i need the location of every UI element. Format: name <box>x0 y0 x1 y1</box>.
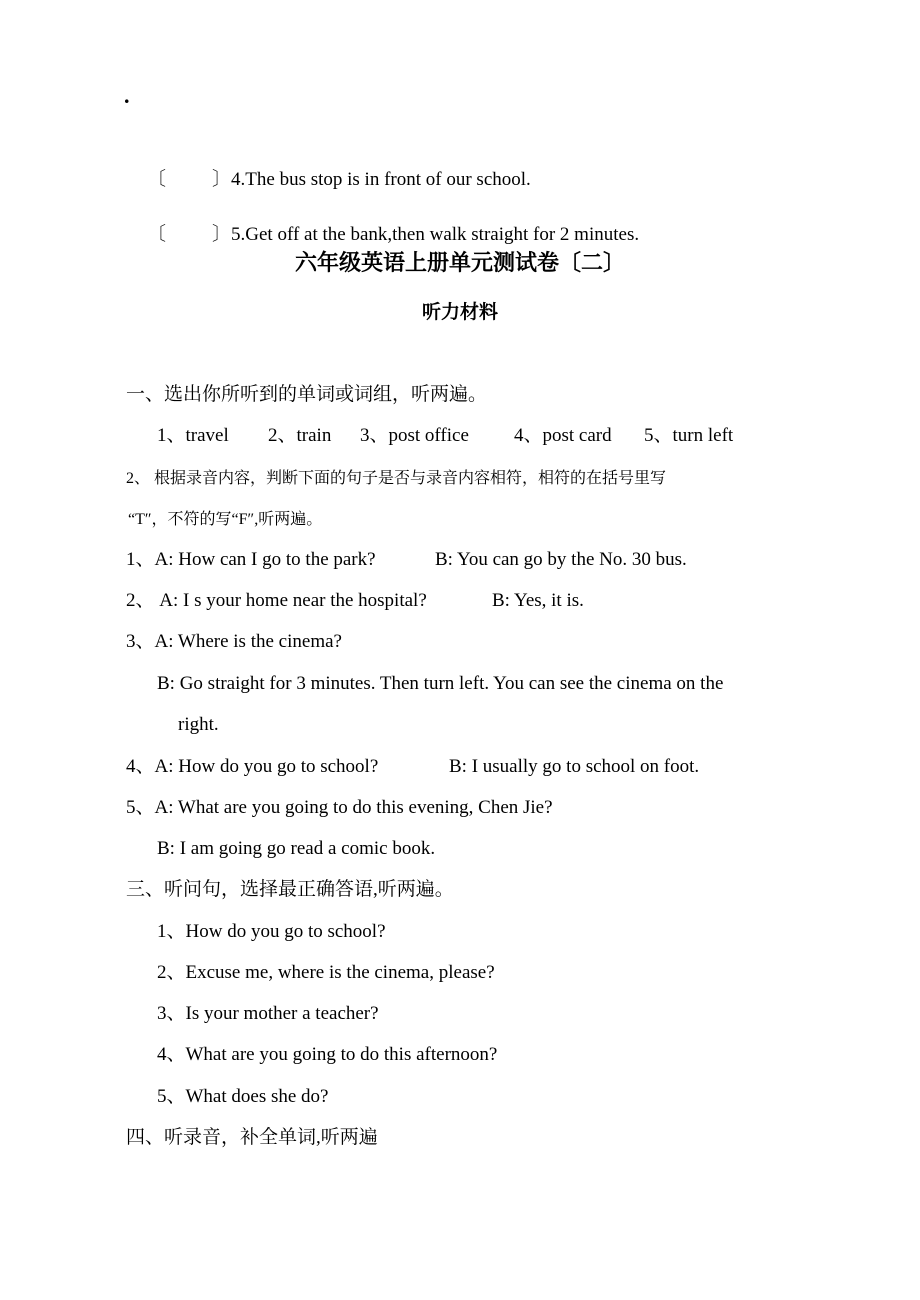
section3-heading: 三、听问句，选择最正确答语,听两遍。 <box>126 879 454 900</box>
section1-heading: 一、选出你所听到的单词或词组，听两遍。 <box>126 384 488 405</box>
page-subtitle: 听力材料 <box>421 301 498 323</box>
section1-word: 4、post card <box>514 425 612 446</box>
dialog-line: right. <box>178 714 219 735</box>
dialog-line: 2、 A: I s your home near the hospital? <box>126 590 427 611</box>
dialog-line: B: You can go by the No. 30 bus. <box>435 549 687 570</box>
section2-heading-line2: “T″，不符的写“F″,听两遍。 <box>128 511 323 528</box>
section1-word: 2、train <box>268 425 332 446</box>
bracket-close: 〕 <box>212 224 232 245</box>
dialog-line: B: Go straight for 3 minutes. Then turn left. You can see the cinema on the <box>157 673 724 694</box>
section1-word: 5、turn left <box>644 425 734 446</box>
section1-word: 1、travel <box>157 425 229 446</box>
dialog-line: 3、A: Where is the cinema? <box>126 631 342 652</box>
question-item: 2、Excuse me, where is the cinema, please? <box>157 962 495 983</box>
bracket-close: 〕 <box>212 169 232 190</box>
section4-heading: 四、听录音，补全单词,听两遍 <box>126 1127 378 1148</box>
question-item: 3、Is your mother a teacher? <box>157 1003 379 1024</box>
judge-item-text: 5.Get off at the bank,then walk straight for 2 minutes. <box>231 224 640 245</box>
question-item: 1、How do you go to school? <box>157 921 386 942</box>
dialog-line: 1、A: How can I go to the park? <box>126 549 376 570</box>
section1-word: 3、post office <box>360 425 469 446</box>
bracket-open: 〔 <box>147 224 167 245</box>
top-dot: . <box>124 83 130 108</box>
dialog-line: B: I am going go read a comic book. <box>157 838 436 859</box>
dialog-line: B: Yes, it is. <box>492 590 584 611</box>
dialog-line: 5、A: What are you going to do this evening, Chen Jie? <box>126 797 553 818</box>
judge-item-text: 4.The bus stop is in front of our school. <box>231 169 531 190</box>
question-item: 4、What are you going to do this afternoon? <box>157 1044 498 1065</box>
dialog-line: B: I usually go to school on foot. <box>449 756 700 777</box>
page-title: 六年级英语上册单元测试卷〔二〕 <box>294 251 625 276</box>
section2-heading-line1: 2、 根据录音内容，判断下面的句子是否与录音内容相符，相符的在括号里写 <box>126 470 667 487</box>
bracket-open: 〔 <box>147 169 167 190</box>
dialog-line: 4、A: How do you go to school? <box>126 756 379 777</box>
question-item: 5、What does she do? <box>157 1086 329 1107</box>
